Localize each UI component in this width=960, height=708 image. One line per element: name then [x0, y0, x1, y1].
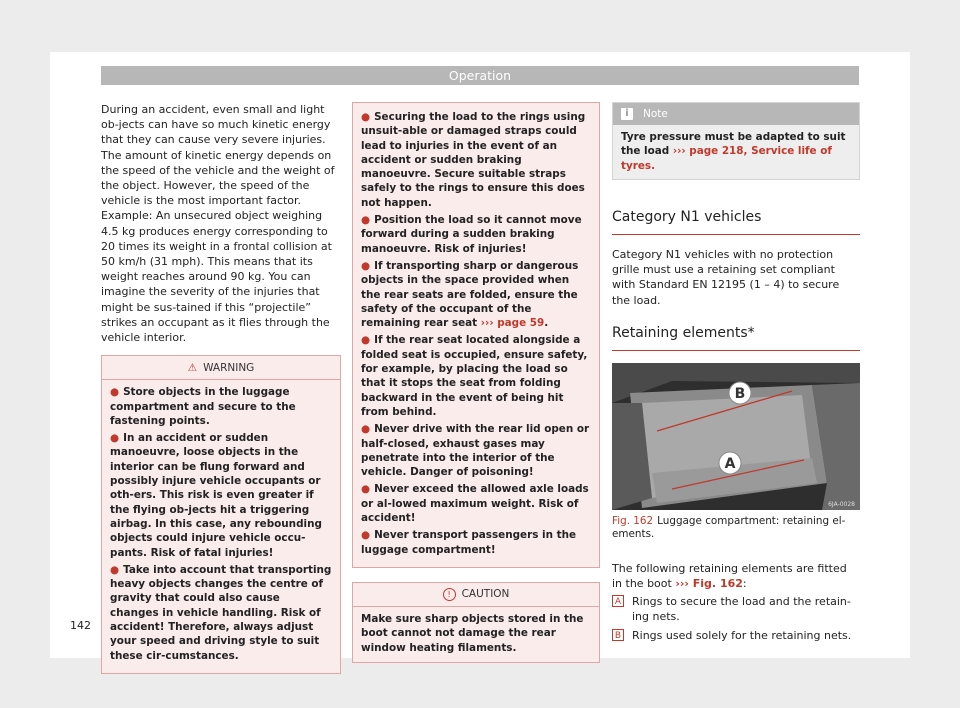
body-paragraph: During an accident, even small and light ob-jects can have so much kinetic energy that they can cause very severe injuries. The amount of kinetic energy depends on the speed of the vehicle and the weight of the object. However, the speed of the vehicle is the most important factor.: [101, 103, 335, 208]
bullet-icon: ●: [361, 214, 371, 227]
note-body: Tyre pressure must be adapted to suit the load ››› page 218, Service life of tyres.: [621, 131, 846, 172]
column-1: [101, 102, 341, 674]
warning-label: WARNING: [203, 361, 255, 374]
page-link[interactable]: ››› page 218, Service life of tyres.: [621, 145, 832, 172]
warning-item: ● Never transport passengers in the luggage compartment!: [361, 529, 577, 556]
figure-label-a: A: [724, 455, 736, 472]
bullet-icon: ●: [110, 563, 120, 576]
caution-circle-icon: !: [443, 588, 456, 601]
warning-item: ● Store objects in the luggage compartment and secure to the fastening points.: [110, 386, 296, 427]
section-title: Category N1 vehicles: [612, 208, 860, 235]
bullet-icon: ●: [361, 529, 371, 542]
warning-item: ● In an accident or sudden manoeuvre, loose objects in the interior can be flung forward and possibly injure vehicle occupants or oth-ers. This risk is even greater if the flying ob-jects hit a triggering airbag. In this case, any rebounding objects could injure vehicle occu-pants. Risk of fatal injuries!: [110, 432, 322, 559]
warning-box: [101, 355, 341, 674]
caution-box: [352, 582, 600, 663]
page: [50, 52, 910, 662]
body-paragraph: Example: An unsecured object weighing 4.5 kg produces energy corresponding to 20 times its weight in a frontal collision at 50 km/h (31 mph). This means that its weight reaches around 90 kg. You can imagine the severity of the injuries that might be sus-tained if this “projectile” strikes an occupant as it flies through the vehicle interior.: [101, 209, 332, 345]
section-title: Retaining elements*: [612, 324, 860, 351]
bullet-icon: ●: [361, 334, 371, 347]
bullet-icon: ●: [110, 386, 120, 399]
warning-item: ● Never drive with the rear lid open or half-closed, exhaust gases may penetrate into the interior of the vehicle. Danger of poisoning!: [361, 423, 590, 479]
body-paragraph: The following retaining elements are fitted in the boot ››› Fig. 162:: [612, 561, 847, 590]
figure-code: 6JA-0028: [828, 500, 855, 508]
caution-body: Make sure sharp objects stored in the boot cannot not damage the rear window heating filaments.: [361, 612, 584, 654]
caution-header: [353, 583, 599, 607]
bullet-icon: ●: [361, 483, 371, 496]
legend-key: B: [612, 629, 624, 641]
warning-body: [353, 103, 599, 567]
warning-box-continued: [352, 102, 600, 568]
note-box: [612, 102, 860, 180]
page-header: Operation: [101, 66, 859, 85]
note-label: Note: [643, 107, 668, 120]
column-2: [352, 102, 600, 663]
page-number: 142: [70, 619, 91, 632]
warning-item: ● Take into account that transporting heavy objects changes the centre of gravity that could also cause changes in vehicle handling. Risk of accident! Therefore, always adjust your speed and driving style to suit these cir-cumstances.: [110, 563, 332, 662]
warning-item: ● Never exceed the allowed axle loads or al-lowed maximum weight. Risk of accident!: [361, 483, 589, 525]
bullet-icon: ●: [361, 423, 371, 436]
warning-item: ● Position the load so it cannot move forward during a sudden braking manoeuvre. Risk of injuries!: [361, 214, 582, 255]
note-header: [613, 103, 859, 125]
bullet-icon: ●: [110, 432, 120, 445]
body-paragraph: Category N1 vehicles with no protection grille must use a retaining set compliant with Standard EN 12195 (1 – 4) to secure the load.: [612, 247, 840, 307]
warning-body: [102, 380, 340, 673]
warning-header: [102, 356, 340, 380]
caution-label: CAUTION: [461, 588, 510, 601]
bullet-icon: ●: [361, 111, 371, 123]
warning-item: ● If transporting sharp or dangerous objects in the space provided when the rear seats are folded, ensure the safety of the occupant of the remaining rear seat ››› page 59.: [361, 259, 579, 330]
page-link[interactable]: ››› page 59: [480, 317, 545, 330]
legend-key: A: [612, 595, 624, 607]
luggage-compartment-figure: [612, 363, 860, 510]
legend-item: A Rings to secure the load and the retain-ing nets.: [612, 594, 860, 624]
warning-item: ● If the rear seat located alongside a folded seat is occupied, ensure safety, for example, by placing the load so that it stops the seat from folding backward in the event of being hit from behind.: [361, 334, 588, 418]
figure-link[interactable]: ››› Fig. 162: [675, 576, 743, 590]
column-3: [612, 102, 860, 643]
warning-item: ● Securing the load to the rings using unsuit-able or damaged straps could lead to injuries in the event of an accident or sudden braking manoeuvre. Secure suitable straps safely to the rings to ensure this does not happen.: [361, 111, 586, 209]
luggage-illustration: [612, 363, 860, 510]
bullet-icon: ●: [361, 259, 371, 272]
figure-label-b: B: [734, 385, 746, 402]
warning-triangle-icon: ⚠: [187, 361, 198, 374]
figure-number: Fig. 162: [612, 514, 654, 527]
figure-caption: Fig. 162 Luggage compartment: retaining el-ements.: [612, 514, 846, 540]
info-icon: i: [621, 108, 633, 120]
legend-item: B Rings used solely for the retaining nets.: [612, 628, 860, 643]
